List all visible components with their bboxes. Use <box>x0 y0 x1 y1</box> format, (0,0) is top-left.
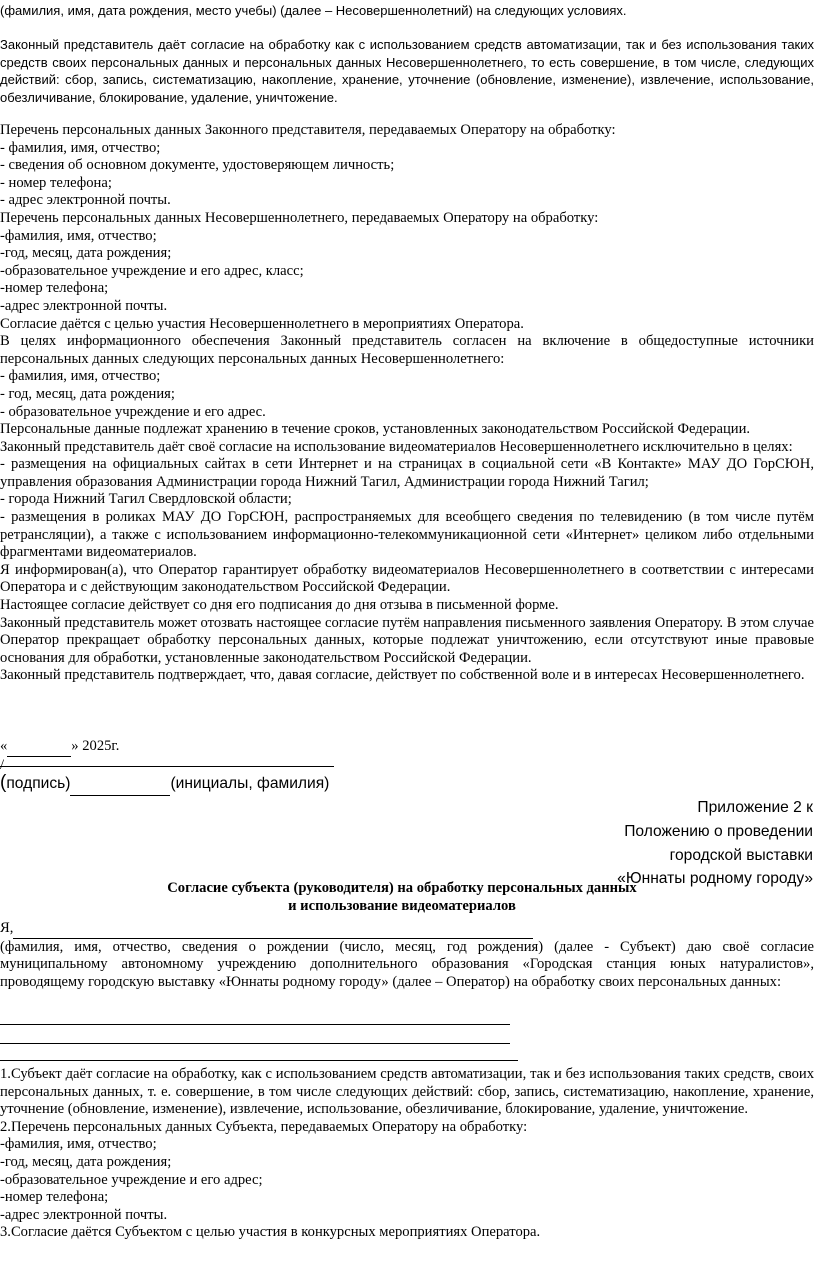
top-section <box>0 2 814 106</box>
item-2-line: -адрес электронной почты. <box>0 1206 168 1223</box>
appendix-line: городской выставки <box>669 846 813 864</box>
body-paragraph: Я информирован(а), что Оператор гарантирует обработку видеоматериалов Несовершеннолетнего в соответствии с интересами Оператора и с действующим законодательством Российской Федерации. <box>0 561 814 596</box>
body-line: Перечень персональных данных Законного представителя, передаваемых Оператору на обработку: <box>0 122 616 138</box>
blank-line-2 <box>0 1043 510 1044</box>
consent-title <box>0 880 816 915</box>
body-paragraph: Настоящее согласие действует со дня его подписания до дня отзыва в письменной форме. <box>0 597 559 614</box>
body-line: Согласие даётся с целью участия Несовершеннолетнего в мероприятиях Оператора. <box>0 315 524 332</box>
body-line: -фамилия, имя, отчество; <box>0 227 157 244</box>
item-2-line: -образовательное учреждение и его адрес; <box>0 1171 263 1188</box>
body-paragraph: Законный представитель может отозвать настоящее согласие путём направления письменного заявления Оператору. В этом случае Оператор прекращает обработку персональных данных, которые подлежат уничтожению, если отсутствуют иные правовые основания для обработки, установленные законодательством Российской Федерации. <box>0 614 814 666</box>
blank-line-3 <box>0 1060 518 1061</box>
body-line: -адрес электронной почты. <box>0 297 168 314</box>
body-paragraph: - города Нижний Тагил Свердловской области; <box>0 491 292 508</box>
item-1: 1.Субъект даёт согласие на обработку, как с использованием средств автоматизации, так и без использования таких средств, своих персональных данных, т. е. совершение, в том числе следующих действий: сбор, запись, систематизацию, накопление, хранение, уточнение (обновление, изменение), извлечение, использование, обезличивание, блокирование, удаление, уничтожение. <box>0 1066 814 1118</box>
body-paragraph: Законный представитель подтверждает, что, давая согласие, действует по собственной воле и в интересах Несовершеннолетнего. <box>0 667 805 684</box>
subject-paragraph: (фамилия, имя, отчество, сведения о рождении (число, месяц, год рождения) (далее - Субъект) даю своё согласие муниципальному автономному учреждению дополнительного образования «Городская станция юных натуралистов», проводящему городскую выставку «Юннаты родному городу» (далее – Оператор) на обработку своих персональных данных: <box>0 938 814 990</box>
ya-label: Я, <box>0 920 14 936</box>
body-paragraph: - образовательное учреждение и его адрес. <box>0 403 266 420</box>
intro-line: (фамилия, имя, дата рождения, место учебы) (далее – Несовершеннолетний) на следующих условиях. <box>0 3 627 18</box>
item-2-line: -фамилия, имя, отчество; <box>0 1136 157 1153</box>
body-paragraph: Законный представитель даёт своё согласие на использование видеоматериалов Несовершеннолетнего исключительно в целях: <box>0 438 793 455</box>
signature-rule <box>0 766 334 767</box>
items-section <box>0 1066 814 1242</box>
slash: / <box>0 756 5 773</box>
body-paragraph: - год, месяц, дата рождения; <box>0 385 175 402</box>
body-line: -образовательное учреждение и его адрес, класс; <box>0 262 304 279</box>
body-paragraph: В целях информационного обеспечения Законный представитель согласен на включение в общедоступные источники персональных данных следующих персональных данных Несовершеннолетнего: <box>0 333 814 367</box>
appendix-line: Приложение 2 к <box>697 799 813 816</box>
body-section <box>0 122 814 685</box>
date-close: » 2025г. <box>71 738 120 754</box>
body-paragraph: - размещения в роликах МАУ ДО ГорСЮН, распространяемых для всеобщего сведения по телевидению (в том числе путём ретрансляции), а также с использованием информационно-телекоммуникационной сети «Интернет» целиком либо отдельными фрагментами видеоматериалов. <box>0 509 814 561</box>
signature-block <box>0 738 814 774</box>
title-line-2: и использование видеоматериалов <box>288 897 516 914</box>
appendix-line: Положению о проведении <box>624 822 813 840</box>
date-line <box>0 738 814 757</box>
ya-line <box>0 920 814 939</box>
paren-open: ( <box>0 772 7 793</box>
body-line: - номер телефона; <box>0 174 112 191</box>
initials-label: (инициалы, фамилия) <box>170 775 330 792</box>
item-2-title: 2.Перечень персональных данных Субъекта, передаваемых Оператору на обработку: <box>0 1118 528 1135</box>
body-line: - сведения об основном документе, удостоверяющем личность; <box>0 157 395 174</box>
signature-labels <box>0 772 329 796</box>
item-2-line: -номер телефона; <box>0 1189 109 1206</box>
date-blank <box>7 738 71 757</box>
consent-paragraph: Законный представитель даёт согласие на обработку как с использованием средств автоматизации, так и без использования таких средств своих персональных данных и персональных данных Несовершеннолетнего, то есть совершение, в том числе, следующих действий: сбор, запись, систематизацию, накопление, хранение, уточнение (обновление, изменение), извлечение, использование, обезличивание, блокирование, удаление, уничтожение. <box>0 37 814 105</box>
body-paragraph: - фамилия, имя, отчество; <box>0 368 161 385</box>
body-line: - фамилия, имя, отчество; <box>0 139 161 156</box>
body-paragraph: - размещения на официальных сайтах в сети Интернет и на страницах в социальной сети «В Контакте» МАУ ДО ГорСЮН, управления образования Администрации города Нижний Тагил, Администрации города Нижний Тагил; <box>0 456 814 490</box>
item-3: 3.Согласие даётся Субъектом с целью участия в конкурсных мероприятиях Оператора. <box>0 1224 541 1241</box>
signature-blank <box>70 773 170 796</box>
body-paragraph: Персональные данные подлежат хранению в течение сроков, установленных законодательством Российской Федерации. <box>0 421 751 438</box>
title-line-1: Согласие субъекта (руководителя) на обработку персональных данных <box>167 880 637 896</box>
blank-line-1 <box>0 1024 510 1025</box>
second-section <box>0 920 814 991</box>
body-line: -номер телефона; <box>0 280 109 297</box>
date-open: « <box>0 738 8 754</box>
body-line: Перечень персональных данных Несовершеннолетнего, передаваемых Оператору на обработку: <box>0 209 599 226</box>
item-2-line: -год, месяц, дата рождения; <box>0 1153 172 1170</box>
body-line: -год, месяц, дата рождения; <box>0 245 172 262</box>
signature-label: подпись) <box>6 775 71 792</box>
appendix-header <box>617 796 813 891</box>
name-blank <box>13 920 533 939</box>
appendix-line: «Юннаты родному городу» <box>617 870 813 888</box>
body-line: - адрес электронной почты. <box>0 192 171 209</box>
